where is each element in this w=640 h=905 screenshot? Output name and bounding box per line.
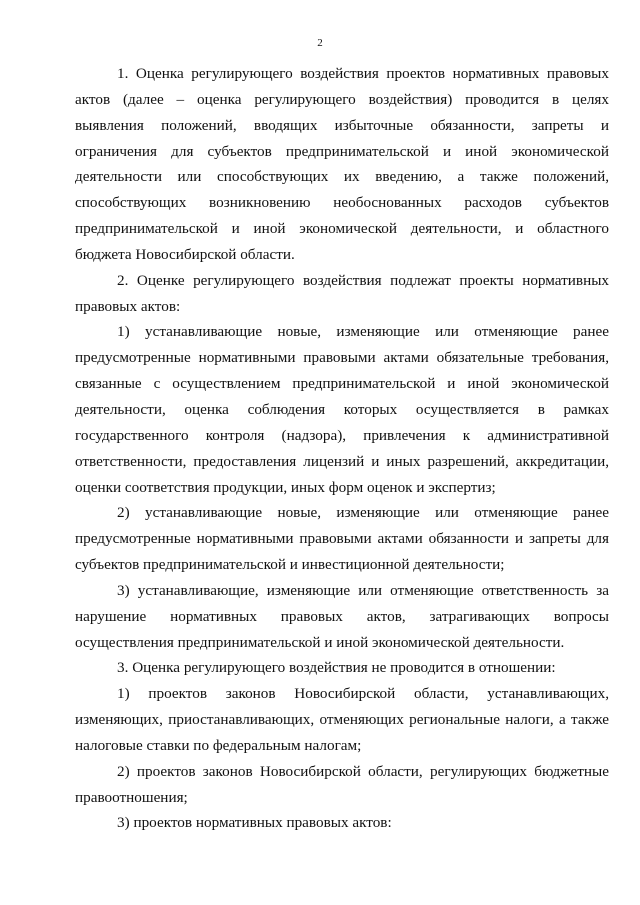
document-body — [75, 61, 609, 836]
paragraph-3-item-1: 1) проектов законов Новосибирской области, устанавливающих, изменяющих, приостанавливающих, отменяющих региональные налоги, а также налоговые ставки по федеральным налогам; — [75, 685, 609, 754]
paragraph-3-item-3: 3) проектов нормативных правовых актов: — [117, 814, 392, 832]
paragraph-1: 1. Оценка регулирующего воздействия проектов нормативных правовых актов (далее – оценка регулирующего воздействия) проводится в целях выявления положений, вводящих избыточные обязанности, запреты и ограничения для субъектов предпринимательской и иной экономической деятельности или способствующих их введению, а также положений, способствующих возникновению необоснованных расходов субъектов предпринимательской и иной экономической деятельности, и областного бюджета Новосибирской области. — [75, 65, 609, 263]
paragraph-3-item-2: 2) проектов законов Новосибирской области, регулирующих бюджетные правоотношения; — [75, 762, 609, 806]
paragraph-2: 2. Оценке регулирующего воздействия подлежат проекты нормативных правовых актов: — [75, 271, 609, 315]
paragraph-3: 3. Оценка регулирующего воздействия не проводится в отношении: — [117, 659, 556, 677]
paragraph-2-item-3: 3) устанавливающие, изменяющие или отменяющие ответственность за нарушение нормативных правовых актов, затрагивающих вопросы осуществления предпринимательской и иной экономической деятельности. — [75, 581, 609, 651]
page-number: 2 — [317, 37, 323, 49]
paragraph-2-item-1: 1) устанавливающие новые, изменяющие или отменяющие ранее предусмотренные нормативными правовыми актами обязательные требования, связанные с осуществлением предпринимательской и иной экономической деятельности, оценка соблюдения которых осуществляется в рамках государственного контроля (надзора), привлечения к административной ответственности, предоставления лицензий и иных разрешений, аккредитации, оценки соответствия продукции, иных форм оценок и экспертиз; — [75, 323, 609, 496]
paragraph-2-item-2: 2) устанавливающие новые, изменяющие или отменяющие ранее предусмотренные нормативными правовыми актами обязанности и запреты для субъектов предпринимательской и инвестиционной деятельности; — [75, 504, 609, 574]
